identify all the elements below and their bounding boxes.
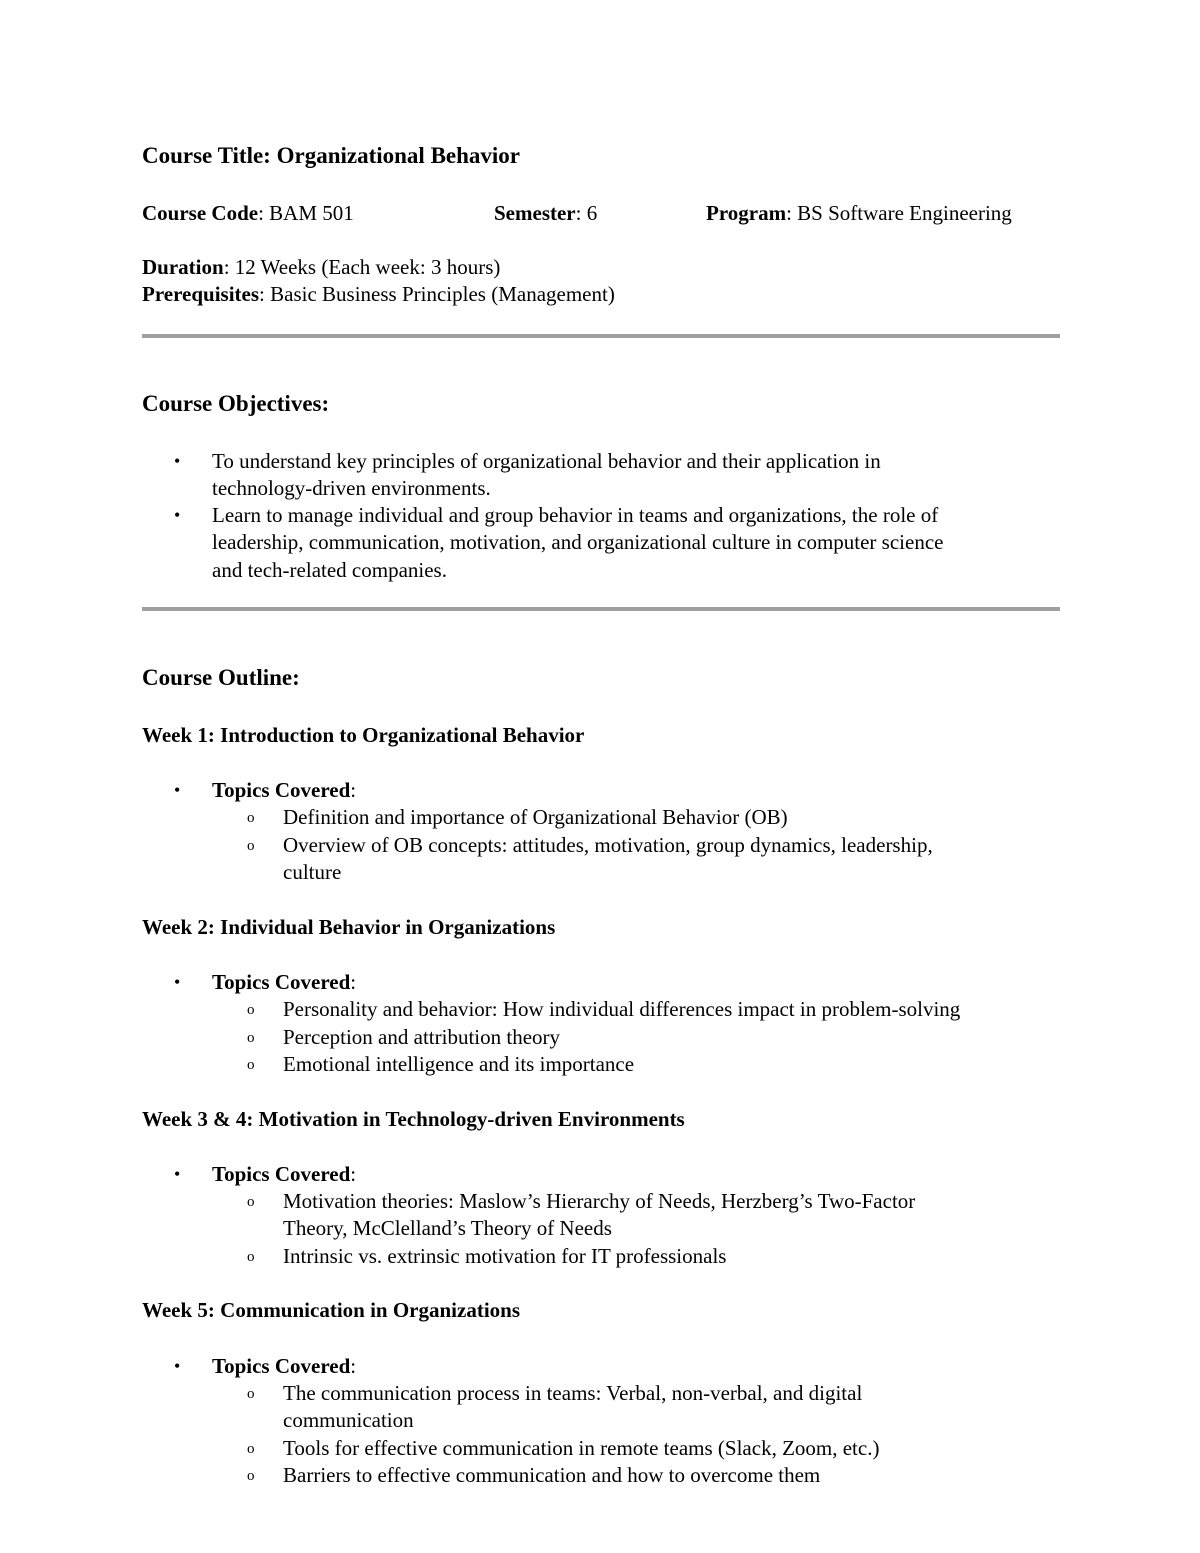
- course-code-label: Course Code: [142, 201, 259, 225]
- topics-covered-label: Topics Covered:: [212, 1354, 357, 1378]
- program-label: Program: [706, 201, 787, 225]
- bullet-icon: •: [174, 1164, 181, 1184]
- sub-bullet-icon: o: [247, 1057, 255, 1073]
- sub-bullet-icon: o: [247, 1468, 255, 1484]
- week-1-topic: Overview of OB concepts: attitudes, motivation, group dynamics, leadership,: [283, 833, 933, 857]
- semester: [494, 200, 597, 227]
- divider-2: [142, 607, 1060, 611]
- bullet-icon: •: [174, 1356, 181, 1376]
- prerequisites: [142, 281, 615, 308]
- week-1-title: Week 1: Introduction to Organizational Behavior: [142, 723, 585, 747]
- objective-1-line-1: To understand key principles of organizational behavior and their application in: [212, 449, 881, 473]
- course-title: [142, 143, 520, 169]
- topics-covered-label: Topics Covered:: [212, 1162, 357, 1186]
- week-2-topic: Emotional intelligence and its importance: [283, 1052, 635, 1076]
- week-5-topic: The communication process in teams: Verbal, non-verbal, and digital: [283, 1381, 863, 1405]
- bullet-icon: •: [174, 780, 181, 800]
- semester-label: Semester: [494, 201, 576, 225]
- week-5-title: Week 5: Communication in Organizations: [142, 1298, 521, 1322]
- bullet-icon: •: [174, 972, 181, 992]
- objective-2-line-2: leadership, communication, motivation, and organizational culture in computer science: [212, 530, 944, 554]
- sub-bullet-icon: o: [247, 1030, 255, 1046]
- sub-bullet-icon: o: [247, 1441, 255, 1457]
- week-2-topic: Personality and behavior: How individual differences impact in problem-solving: [283, 997, 961, 1021]
- week-3-4-topic: Intrinsic vs. extrinsic motivation for IT professionals: [283, 1244, 727, 1268]
- week-1-topic: Definition and importance of Organizational Behavior (OB): [283, 805, 788, 829]
- sub-bullet-icon: o: [247, 1386, 255, 1402]
- sub-bullet-icon: o: [247, 1194, 255, 1210]
- week-2-topic: Perception and attribution theory: [283, 1025, 561, 1049]
- week-3-4-topic-cont: Theory, McClelland’s Theory of Needs: [283, 1216, 612, 1240]
- duration: [142, 254, 500, 281]
- topics-covered-label: Topics Covered:: [212, 778, 357, 802]
- duration-value: : 12 Weeks (Each week: 3 hours): [223, 255, 501, 279]
- week-3-4-title: Week 3 & 4: Motivation in Technology-driven Environments: [142, 1107, 685, 1131]
- objective-2-line-1: Learn to manage individual and group behavior in teams and organizations, the role of: [212, 503, 939, 527]
- program: [706, 200, 1012, 227]
- course-title-label: Course Title:: [142, 143, 271, 168]
- course-code-value: : BAM 501: [258, 201, 354, 225]
- semester-value: : 6: [575, 201, 598, 225]
- week-1-topic-cont: culture: [283, 860, 342, 884]
- sub-bullet-icon: o: [247, 1249, 255, 1265]
- topics-covered-label: Topics Covered:: [212, 970, 357, 994]
- week-5-topic: Barriers to effective communication and how to overcome them: [283, 1463, 821, 1487]
- sub-bullet-icon: o: [247, 838, 255, 854]
- objectives-heading: Course Objectives:: [142, 391, 330, 416]
- course-title-value: Organizational Behavior: [276, 143, 521, 168]
- program-value: : BS Software Engineering: [786, 201, 1012, 225]
- prerequisites-label: Prerequisites: [142, 282, 260, 306]
- duration-label: Duration: [142, 255, 224, 279]
- week-3-4-topic: Motivation theories: Maslow’s Hierarchy of Needs, Herzberg’s Two-Factor: [283, 1189, 916, 1213]
- course-code: [142, 200, 354, 227]
- outline-heading: Course Outline:: [142, 665, 300, 690]
- bullet-icon: •: [174, 451, 181, 471]
- bullet-icon: •: [174, 505, 181, 525]
- sub-bullet-icon: o: [247, 810, 255, 826]
- objective-2-line-3: and tech-related companies.: [212, 558, 447, 582]
- week-5-topic: Tools for effective communication in remote teams (Slack, Zoom, etc.): [283, 1436, 880, 1460]
- week-5-topic-cont: communication: [283, 1408, 414, 1432]
- prerequisites-value: : Basic Business Principles (Management): [259, 282, 615, 306]
- sub-bullet-icon: o: [247, 1002, 255, 1018]
- week-2-title: Week 2: Individual Behavior in Organizations: [142, 915, 556, 939]
- divider-1: [142, 334, 1060, 338]
- objective-1-line-2: technology-driven environments.: [212, 476, 491, 500]
